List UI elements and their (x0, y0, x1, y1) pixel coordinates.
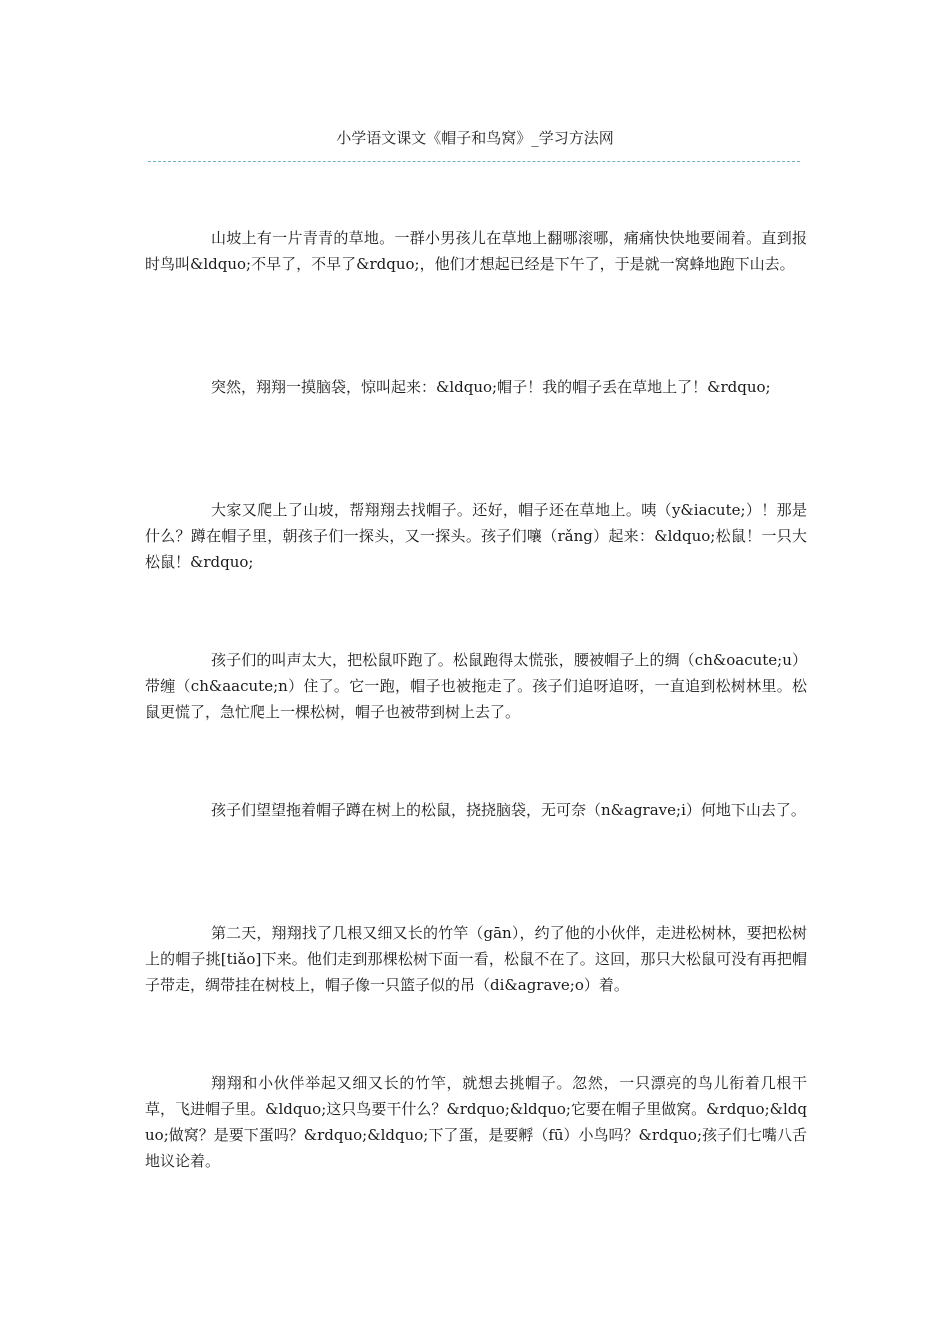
page-title: 小学语文课文《帽子和鸟窝》_学习方法网 (336, 129, 614, 147)
paragraph: 山坡上有一片青青的草地。一群小男孩儿在草地上翻哪滚哪，痛痛快快地要闹着。直到报时鸟叫&ldquo;不早了，不早了&rdquo;，他们才想起已经是下午了，于是就一窝蜂地跑下山去。 (145, 229, 807, 273)
paragraph: 大家又爬上了山坡，帮翔翔去找帽子。还好，帽子还在草地上。咦（y&iacute;）！那是什么？蹲在帽子里，朝孩子们一探头，又一探头。孩子们嚷（rǎng）起来：&ldquo;松鼠！一只大松鼠！&rdquo; (145, 501, 807, 571)
title-divider (148, 161, 800, 162)
paragraph: 孩子们的叫声太大，把松鼠吓跑了。松鼠跑得太慌张，腰被帽子上的绸（ch&oacute;u）带缠（ch&aacute;n）住了。它一跑，帽子也被拖走了。孩子们追呀追呀，一直追到松树林里。松鼠更慌了，急忙爬上一棵松树，帽子也被带到树上去了。 (145, 651, 807, 721)
paragraph: 第二天，翔翔找了几根又细又长的竹竿（gān），约了他的小伙伴，走进松树林，要把松树上的帽子挑[tiǎo]下来。他们走到那棵松树下面一看，松鼠不在了。这回，那只大松鼠可没有再把帽子带走，绸带挂在树枝上，帽子像一只篮子似的吊（di&agrave;o）着。 (145, 924, 807, 994)
paragraph: 突然，翔翔一摸脑袋，惊叫起来：&ldquo;帽子！我的帽子丢在草地上了！&rdquo; (211, 378, 771, 396)
paragraph: 孩子们望望拖着帽子蹲在树上的松鼠，挠挠脑袋，无可奈（n&agrave;i）何地下山去了。 (211, 801, 806, 819)
paragraph: 翔翔和小伙伴举起又细又长的竹竿，就想去挑帽子。忽然，一只漂亮的鸟儿衔着几根干草，飞进帽子里。&ldquo;这只鸟要干什么？&rdquo;&ldquo;它要在帽子里做窝。&rdquo;&ldquo;做窝？是要下蛋吗？&rdquo;&ldquo;下了蛋，是要孵（fū）小鸟吗？&rdquo;孩子们七嘴八舌地议论着。 (145, 1074, 808, 1170)
